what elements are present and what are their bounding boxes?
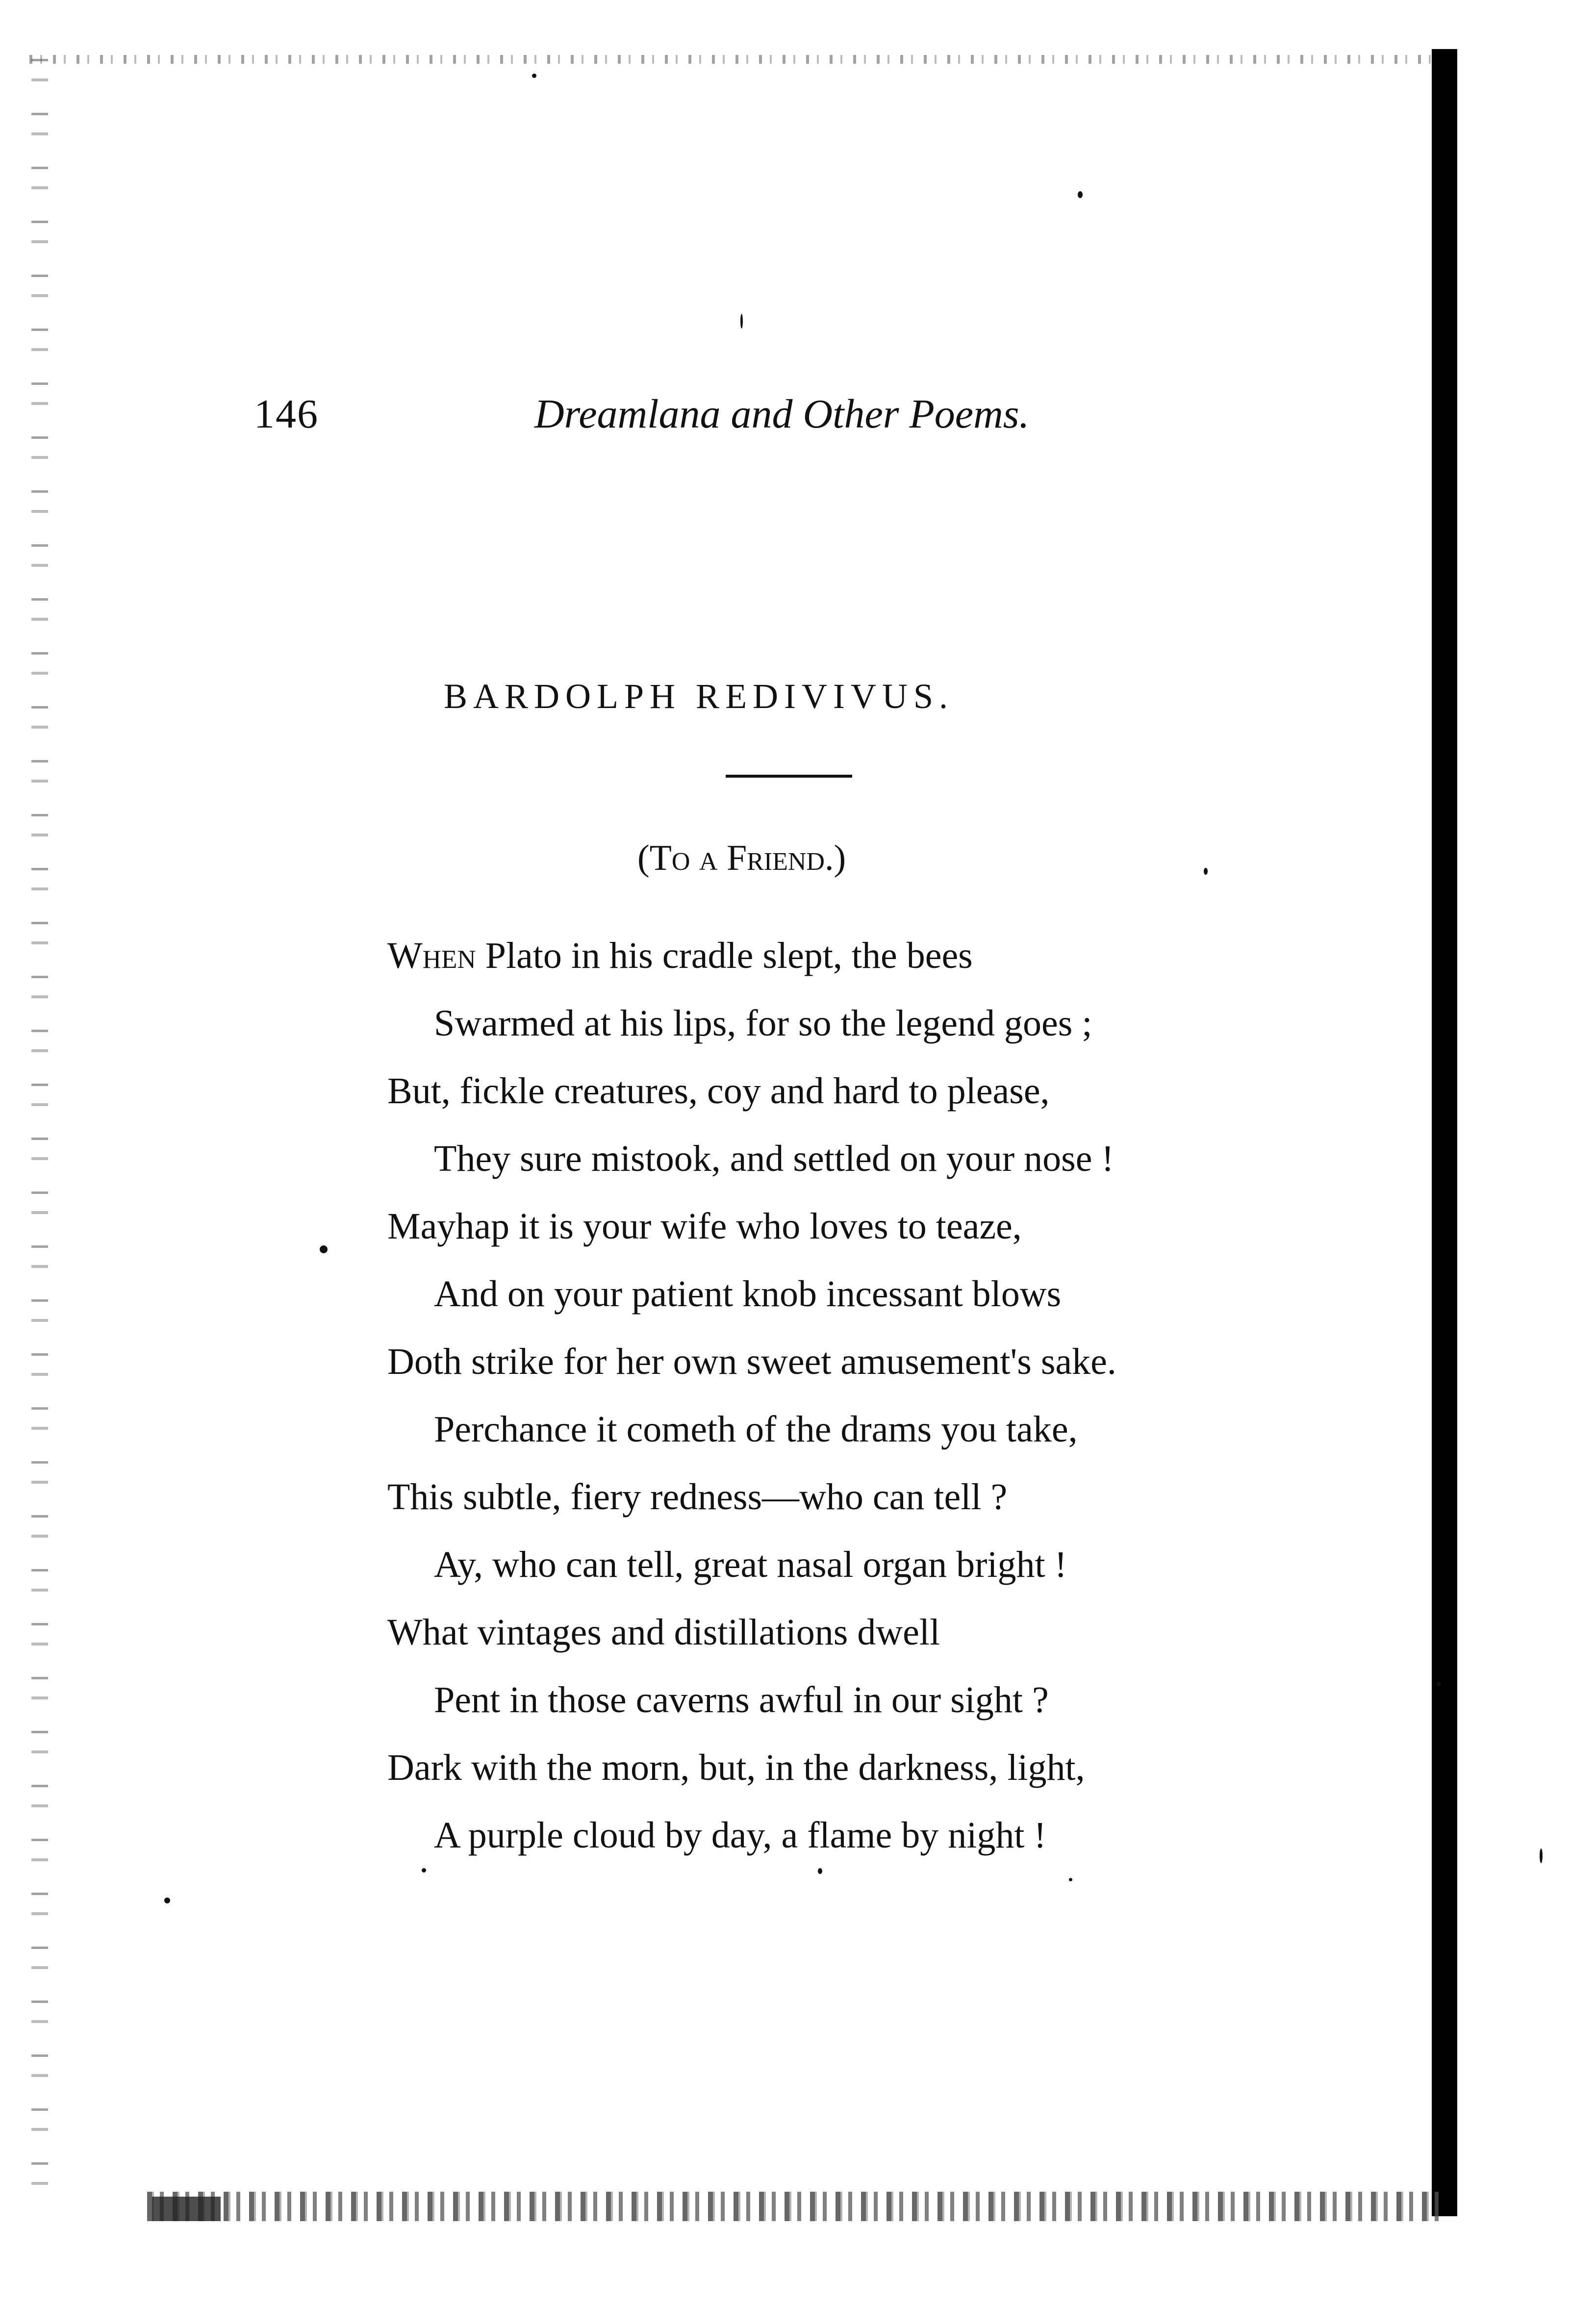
scan-speck xyxy=(1204,868,1208,875)
scan-edge-top xyxy=(29,55,1451,64)
scan-speck xyxy=(164,1898,170,1903)
poem-title: BARDOLPH REDIVIVUS. xyxy=(444,677,954,716)
scan-speck xyxy=(1069,1878,1072,1881)
scan-edge-bottom-block xyxy=(152,2197,221,2221)
running-head xyxy=(0,387,1596,441)
poem-line: This subtle, fiery redness—who can tell ? xyxy=(387,1476,1008,1518)
book-title: Dreamlana and Other Poems. xyxy=(534,391,1030,437)
poem-first-line-rest: Plato in his cradle slept, the bees xyxy=(476,935,973,976)
scan-speck xyxy=(740,314,743,329)
scan-edge-left xyxy=(31,59,48,2206)
poem-line: Perchance it cometh of the drams you take, xyxy=(434,1409,1078,1450)
scan-speck xyxy=(1437,1682,1441,1686)
title-rule xyxy=(726,775,852,778)
poem-dedication: (To a Friend.) xyxy=(637,838,846,878)
poem-line: Doth strike for her own sweet amusement's sake. xyxy=(387,1341,1116,1382)
poem-line: Mayhap it is your wife who loves to teaze, xyxy=(387,1206,1022,1247)
poem-line: But, fickle creatures, coy and hard to please, xyxy=(387,1070,1050,1112)
poem-first-word: When xyxy=(387,935,476,976)
poem-line: They sure mistook, and settled on your nose ! xyxy=(434,1138,1114,1179)
page-binding-shadow xyxy=(1432,49,1457,2216)
scan-speck xyxy=(1540,1848,1543,1863)
scan-edge-bottom xyxy=(147,2192,1446,2221)
poem-body xyxy=(387,922,1393,1869)
scan-speck xyxy=(532,74,536,78)
poem-line: Pent in those caverns awful in our sight ? xyxy=(434,1679,1049,1721)
page-number: 146 xyxy=(254,391,319,437)
poem-line xyxy=(387,922,1393,989)
poem-line: A purple cloud by day, a flame by night ! xyxy=(434,1815,1046,1856)
poem-line: What vintages and distillations dwell xyxy=(387,1612,940,1653)
scan-speck xyxy=(320,1245,328,1253)
poem-line: And on your patient knob incessant blows xyxy=(434,1273,1062,1315)
poem-line: Swarmed at his lips, for so the legend goes ; xyxy=(434,1003,1092,1044)
poem-line: Ay, who can tell, great nasal organ bright ! xyxy=(434,1544,1067,1585)
scan-speck xyxy=(1078,191,1083,198)
poem-line: Dark with the morn, but, in the darkness, light, xyxy=(387,1747,1085,1788)
